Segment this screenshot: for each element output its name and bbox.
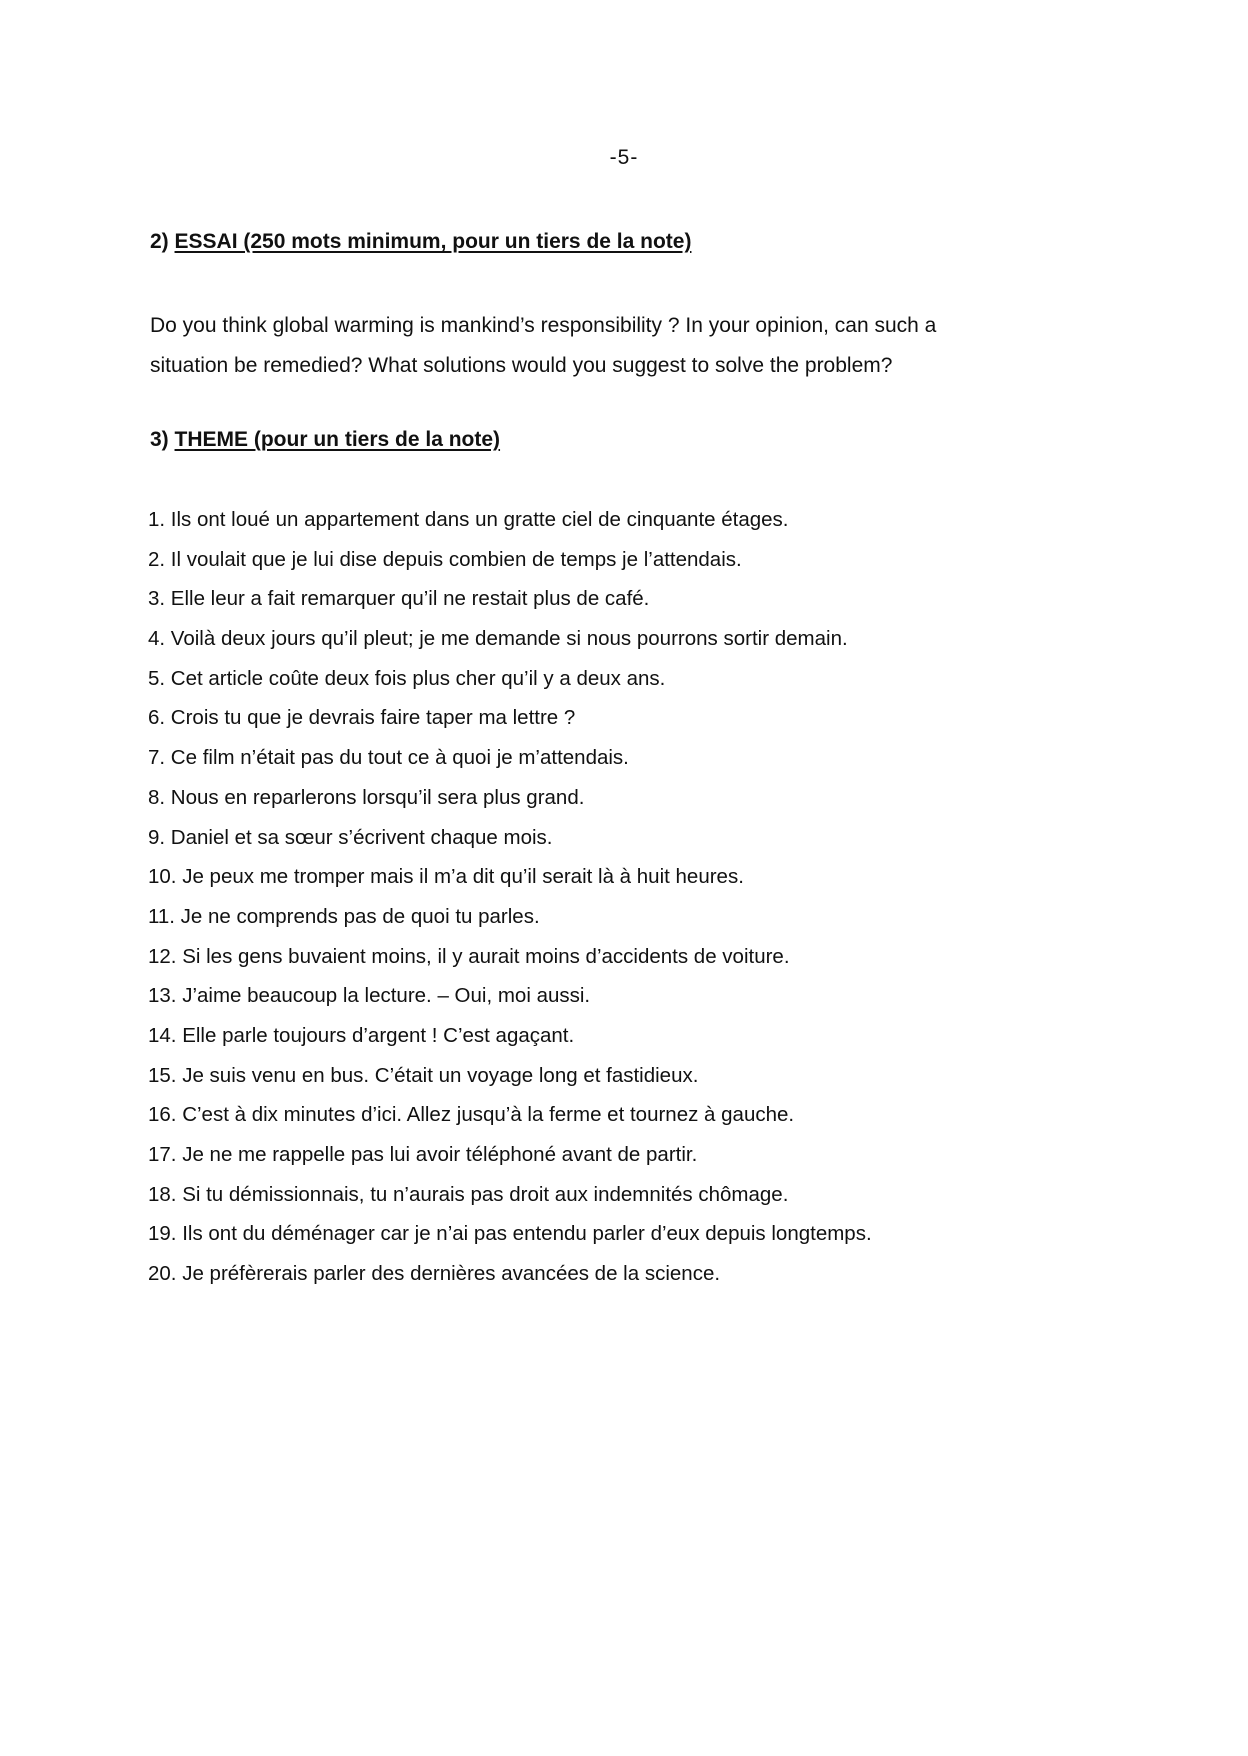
page-number: -5- (609, 146, 639, 169)
theme-title: THEME (pour un tiers de la note) (174, 428, 501, 451)
list-item: 2. Il voulait que je lui dise depuis combien de temps je l’attendais. (148, 547, 742, 571)
list-item: 4. Voilà deux jours qu’il pleut; je me demande si nous pourrons sortir demain. (148, 627, 848, 651)
list-item: 6. Crois tu que je devrais faire taper ma lettre ? (148, 706, 576, 730)
essay-title: ESSAI (250 mots minimum, pour un tiers de la note) (174, 230, 692, 253)
list-item: 19. Ils ont du déménager car je n’ai pas entendu parler d’eux depuis longtemps. (148, 1222, 872, 1246)
list-item: 16. C’est à dix minutes d’ici. Allez jusqu’à la ferme et tournez à gauche. (148, 1103, 795, 1127)
list-item: 20. Je préfèrerais parler des dernières avancées de la science. (148, 1262, 721, 1286)
list-item: 10. Je peux me tromper mais il m’a dit qu’il serait là à huit heures. (148, 865, 744, 889)
list-item: 9. Daniel et sa sœur s’écrivent chaque mois. (148, 825, 553, 849)
list-item: 14. Elle parle toujours d’argent ! C’est agaçant. (148, 1023, 575, 1047)
essay-prompt (150, 306, 1030, 386)
list-item: 13. J’aime beaucoup la lecture. – Oui, moi aussi. (148, 984, 591, 1008)
list-item: 1. Ils ont loué un appartement dans un gratte ciel de cinquante étages. (148, 508, 789, 531)
list-item: 12. Si les gens buvaient moins, il y aurait moins d’accidents de voiture. (148, 944, 790, 968)
essay-number: 2) (150, 230, 169, 253)
list-item: 11. Je ne comprends pas de quoi tu parles. (148, 904, 540, 928)
list-item: 15. Je suis venu en bus. C’était un voyage long et fastidieux. (148, 1063, 699, 1087)
essay-heading (150, 230, 691, 254)
translation-sentence-list (148, 500, 1098, 1294)
list-item: 18. Si tu démissionnais, tu n’aurais pas droit aux indemnités chômage. (148, 1182, 789, 1206)
list-item: 5. Cet article coûte deux fois plus cher qu’il y a deux ans. (148, 666, 666, 690)
essay-prompt-line-1: Do you think global warming is mankind’s responsibility ? In your opinion, can such a (150, 314, 937, 337)
theme-heading (150, 428, 500, 452)
essay-prompt-line-2: situation be remedied? What solutions would you suggest to solve the problem? (150, 354, 893, 377)
theme-number: 3) (150, 428, 169, 451)
list-item: 8. Nous en reparlerons lorsqu’il sera plus grand. (148, 785, 585, 809)
list-item: 7. Ce film n’était pas du tout ce à quoi je m’attendais. (148, 746, 629, 770)
list-item: 17. Je ne me rappelle pas lui avoir téléphoné avant de partir. (148, 1143, 698, 1166)
list-item: 3. Elle leur a fait remarquer qu’il ne restait plus de café. (148, 587, 650, 611)
